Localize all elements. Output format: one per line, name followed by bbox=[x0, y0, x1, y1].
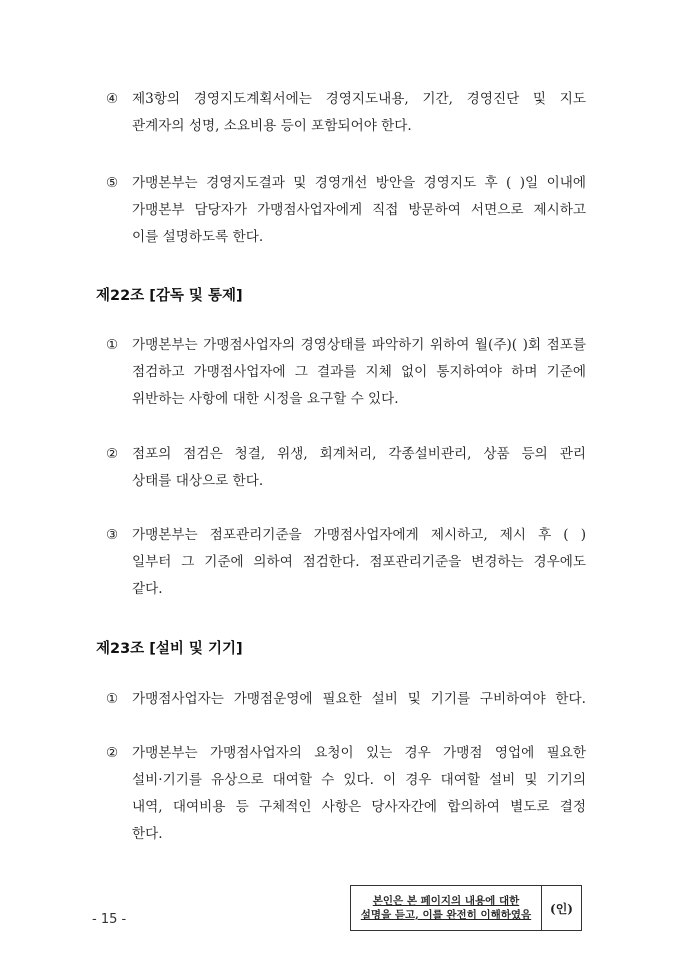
clause-number: ④ bbox=[106, 91, 119, 107]
article-23-title: 제23조 [설비 및 기기] bbox=[96, 641, 243, 657]
clause-line: 한다. bbox=[132, 826, 163, 842]
clause-line: 가맹본부는 가맹점사업자의 요청이 있는 경우 가맹점 영업에 필요한 bbox=[132, 745, 586, 761]
clause-line: 위반하는 사항에 대한 시정을 요구할 수 있다. bbox=[132, 391, 399, 407]
clause-line: 점포의 점검은 청결, 위생, 회계처리, 각종설비관리, 상품 등의 관리 bbox=[132, 446, 586, 462]
confirmation-text bbox=[351, 886, 542, 930]
clause-line: 같다. bbox=[132, 581, 163, 597]
clause-line: 설비·기기를 유상으로 대여할 수 있다. 이 경우 대여할 설비 및 기기의 bbox=[132, 772, 586, 788]
clause-line: 가맹점사업자는 가맹점운영에 필요한 설비 및 기기를 구비하여야 한다. bbox=[132, 691, 586, 707]
confirmation-line: 본인은 본 페이지의 내용에 대한 bbox=[372, 895, 520, 907]
article-22-title: 제22조 [감독 및 통제] bbox=[96, 288, 243, 304]
clause-line: 관계자의 성명, 소요비용 등이 포함되어야 한다. bbox=[132, 118, 412, 134]
clause-line: 가맹본부는 가맹점사업자의 경영상태를 파악하기 위하여 월(주)( )회 점포를 bbox=[132, 337, 586, 353]
clause-number: ② bbox=[106, 745, 119, 761]
clause-number: ⑤ bbox=[106, 175, 119, 191]
clause-number: ② bbox=[106, 446, 119, 462]
article-22-clause-2 bbox=[106, 441, 586, 495]
clause-line: 이를 설명하도록 한다. bbox=[132, 229, 264, 245]
clause-line: 가맹본부 담당자가 가맹점사업자에게 직접 방문하여 서면으로 제시하고 bbox=[132, 202, 586, 218]
confirmation-box bbox=[350, 885, 582, 931]
confirmation-line: 설명을 듣고, 이를 완전히 이해하였음 bbox=[360, 909, 532, 921]
clause-number: ① bbox=[106, 337, 119, 353]
page-number: - 15 - bbox=[92, 912, 127, 927]
clause-line: 일부터 그 기준에 의하여 점검한다. 점포관리기준을 변경하는 경우에도 bbox=[132, 554, 586, 570]
clause-line: 내역, 대여비용 등 구체적인 사항은 당사자간에 합의하여 별도로 결정 bbox=[132, 799, 586, 815]
clause-line: 점검하고 가맹점사업자에 그 결과를 지체 없이 통지하여야 하며 기준에 bbox=[132, 364, 586, 380]
clause-4 bbox=[106, 86, 586, 140]
clause-line: 가맹본부는 경영지도결과 및 경영개선 방안을 경영지도 후 ( )일 이내에 bbox=[132, 175, 586, 191]
article-22-clause-1 bbox=[106, 332, 586, 413]
clause-line: 상태를 대상으로 한다. bbox=[132, 473, 264, 489]
clause-number: ① bbox=[106, 691, 119, 707]
article-22-clause-3 bbox=[106, 522, 586, 603]
seal-field[interactable]: (인) bbox=[550, 901, 573, 916]
clause-5 bbox=[106, 170, 586, 251]
clause-line: 제3항의 경영지도계획서에는 경영지도내용, 기간, 경영진단 및 지도 bbox=[132, 91, 586, 107]
clause-number: ③ bbox=[106, 527, 119, 543]
clause-line: 가맹본부는 점포관리기준을 가맹점사업자에게 제시하고, 제시 후 ( ) bbox=[132, 527, 586, 543]
article-23-clause-2 bbox=[106, 740, 586, 848]
article-23-clause-1 bbox=[106, 686, 586, 713]
